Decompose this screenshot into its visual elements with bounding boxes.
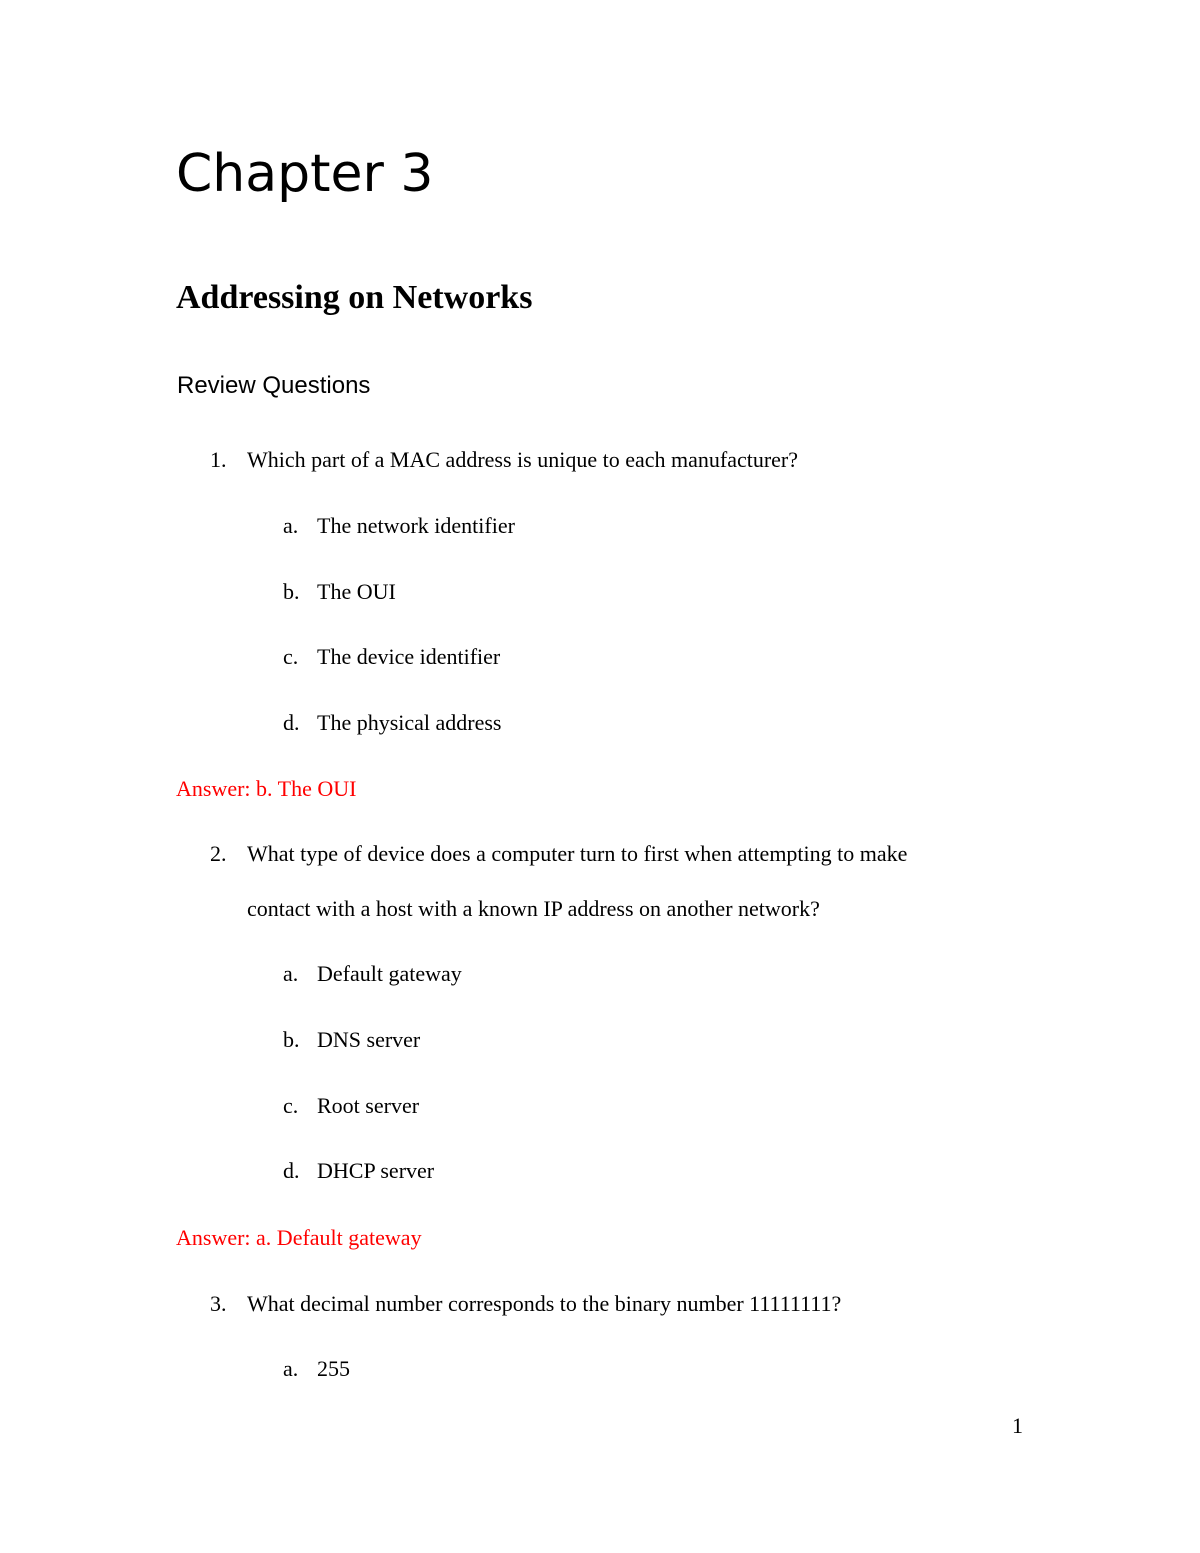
option-letter: b.: [283, 1027, 300, 1052]
option-letter: c.: [283, 1093, 299, 1118]
option-letter: a.: [283, 513, 299, 538]
option-text: The OUI: [317, 579, 396, 604]
option-letter: a.: [283, 961, 299, 986]
question-text: What decimal number corresponds to the binary number 11111111?: [247, 1291, 842, 1316]
question-text-line: What type of device does a computer turn to first when attempting to make: [247, 841, 908, 866]
answer-text: Answer: a. Default gateway: [176, 1225, 422, 1250]
question-number: 2.: [210, 841, 227, 866]
chapter-title: Addressing on Networks: [176, 279, 533, 316]
option-text: DNS server: [317, 1027, 421, 1052]
question-number: 1.: [210, 447, 227, 472]
section-heading: Review Questions: [177, 372, 371, 399]
option-letter: d.: [283, 1158, 300, 1183]
option-text: The device identifier: [317, 644, 501, 669]
option-text: DHCP server: [317, 1158, 435, 1183]
answer-text: Answer: b. The OUI: [176, 776, 357, 801]
question-text: Which part of a MAC address is unique to each manufacturer?: [247, 447, 799, 472]
option-text: Root server: [317, 1093, 420, 1118]
option-text: The physical address: [317, 710, 502, 735]
option-letter: d.: [283, 710, 300, 735]
page-number: 1: [1012, 1413, 1023, 1438]
option-text: 255: [317, 1356, 350, 1381]
option-text: Default gateway: [317, 961, 462, 986]
option-letter: a.: [283, 1356, 299, 1381]
question-text-line: contact with a host with a known IP address on another network?: [247, 896, 820, 921]
option-letter: b.: [283, 579, 300, 604]
question-number: 3.: [210, 1291, 227, 1316]
option-letter: c.: [283, 644, 299, 669]
chapter-heading: Chapter 3: [176, 144, 434, 204]
option-text: The network identifier: [317, 513, 515, 538]
